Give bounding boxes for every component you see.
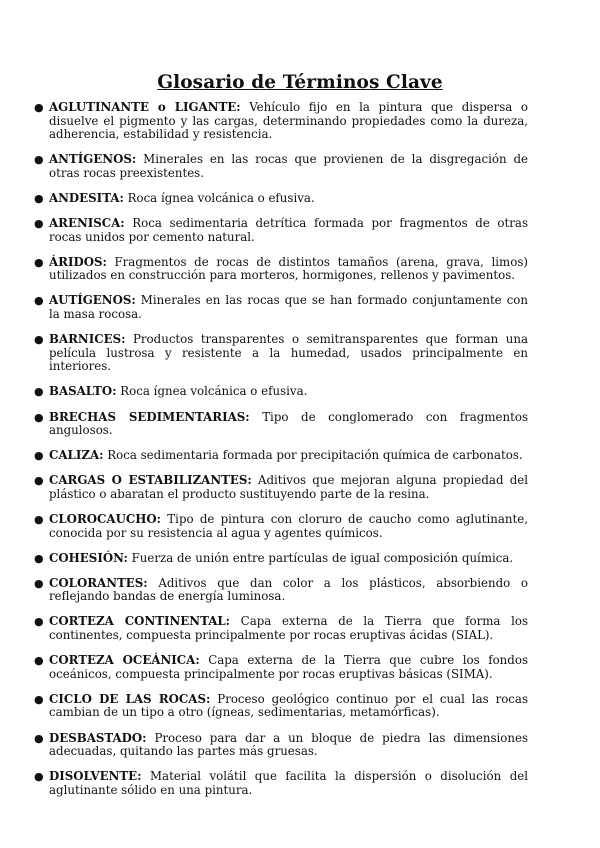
glossary-entry [30,615,528,642]
glossary-entry [30,693,528,720]
glossary-entry [30,552,528,566]
glossary-term: BRECHAS SEDIMENTARIAS: [49,409,250,424]
glossary-term: DISOLVENTE: [49,769,142,784]
glossary-definition: Fragmentos de rocas de distintos tamaños (arena, grava, limos) utilizados en construcción para morteros, hormigones, rellenos y pavimentos. [49,254,528,283]
glossary-entry [30,732,528,759]
glossary-term: DESBASTADO: [49,730,147,745]
glossary-entry [30,192,528,206]
glossary-term: CLOROCAUCHO: [49,511,162,526]
bullet-icon: ● [34,217,44,231]
glossary-entry [30,577,528,604]
glossary-entry [30,513,528,540]
glossary-definition: Capa externa de la Tierra que forma los continentes, compuesta principalmente por rocas eruptivas ácidas (SIAL). [49,614,529,643]
glossary-term: ARENISCA: [49,216,125,231]
glossary-definition: Roca ígnea volcánica o efusiva. [127,190,315,205]
bullet-icon: ● [34,294,44,308]
glossary-term: BASALTO: [49,384,117,399]
glossary-term: AGLUTINANTE o LIGANTE: [49,100,241,114]
bullet-icon: ● [34,731,44,745]
glossary-entry [30,770,528,797]
glossary-term: AUTÍGENOS: [49,293,136,308]
glossary-entry [30,474,528,501]
glossary-entry [30,385,528,399]
bullet-icon: ● [34,692,44,706]
glossary-term: CALIZA: [49,448,104,463]
glossary-definition: Minerales en las rocas que provienen de la disgregación de otras rocas preexistentes. [49,152,528,180]
glossary-term: CARGAS O ESTABILIZANTES: [49,473,252,488]
glossary-term: COLORANTES: [49,575,148,590]
glossary-term: ÁRIDOS: [49,254,107,269]
glossary-term: COHESIÓN: [49,550,128,565]
glossary-definition: Proceso para dar a un bloque de piedra las dimensiones adecuadas, quitando las partes más gruesas. [49,730,529,759]
bullet-icon: ● [34,410,44,424]
glossary-entry [30,449,528,463]
glossary-definition: Capa externa de la Tierra que cubre los fondos oceánicos, compuesta principalmente por rocas eruptivas básicas (SIMA). [49,653,528,681]
glossary-entry [30,294,528,321]
glossary-entry [30,153,528,180]
glossary-term: CORTEZA CONTINENTAL: [49,614,231,629]
bullet-icon: ● [34,255,44,269]
glossary-entry [30,217,528,244]
glossary-term: ANTÍGENOS: [49,152,137,167]
glossary-entry [30,654,528,681]
bullet-icon: ● [34,153,44,167]
glossary-definition: Roca sedimentaria detrítica formada por fragmentos de otras rocas unidos por cemento natural. [49,216,528,244]
glossary-term: BARNICES: [49,332,126,347]
glossary-definition: Tipo de pintura con cloruro de caucho como aglutinante, conocida por su resistencia al agua y agentes químicos. [49,511,529,540]
glossary-definition: Proceso geológico continuo por el cual las rocas cambian de un tipo a otro (ígneas, sedimentarias, metamórficas). [49,691,529,720]
bullet-icon: ● [34,551,44,565]
glossary-entry [30,411,528,438]
glossary-definition: Material volátil que facilita la dispersión o disolución del aglutinante sólido en una pintura. [49,769,528,797]
glossary-definition: Productos transparentes o semitransparentes que forman una película lustrosa y resistente a la humedad, usados principalmente en interiores. [49,332,528,374]
glossary-definition: Aditivos que mejoran alguna propiedad del plástico o abaratan el producto sustituyendo parte de la resina. [49,473,528,501]
glossary-definition: Aditivos que dan color a los plásticos, absorbiendo o reflejando bandas de energía luminosa. [49,575,529,604]
bullet-icon: ● [34,576,44,590]
glossary-term: ANDESITA: [49,190,124,205]
bullet-icon: ● [34,770,44,784]
bullet-icon: ● [34,512,44,526]
glossary-entry [30,256,528,283]
glossary-definition: Roca sedimentaria formada por precipitación química de carbonatos. [107,448,523,463]
bullet-icon: ● [34,654,44,668]
bullet-icon: ● [34,449,44,463]
glossary-definition: Fuerza de unión entre partículas de igual composición química. [131,550,514,565]
bullet-icon: ● [34,385,44,399]
glossary-term: CICLO DE LAS ROCAS: [49,691,211,706]
glossary-definition: Vehículo fijo en la pintura que dispersa o disuelve el pigmento y las cargas, determinando propiedades como la dureza, adherencia, estabilidad y resistencia. [49,100,529,142]
bullet-icon: ● [34,101,44,114]
glossary-definition: Tipo de conglomerado con fragmentos angulosos. [49,409,529,438]
bullet-icon: ● [34,191,44,205]
glossary-term: CORTEZA OCEÁNICA: [49,653,200,668]
glossary-definition: Minerales en las rocas que se han formado conjuntamente con la masa rocosa. [49,293,529,322]
glossary-definition: Roca ígnea volcánica o efusiva. [120,384,308,399]
bullet-icon: ● [34,333,44,347]
bullet-icon: ● [34,615,44,629]
glossary-list [30,101,528,809]
bullet-icon: ● [34,474,44,488]
glossary-entry [30,101,528,142]
glossary-entry [30,333,528,374]
page-title: Glosario de Términos Clave [157,72,443,93]
